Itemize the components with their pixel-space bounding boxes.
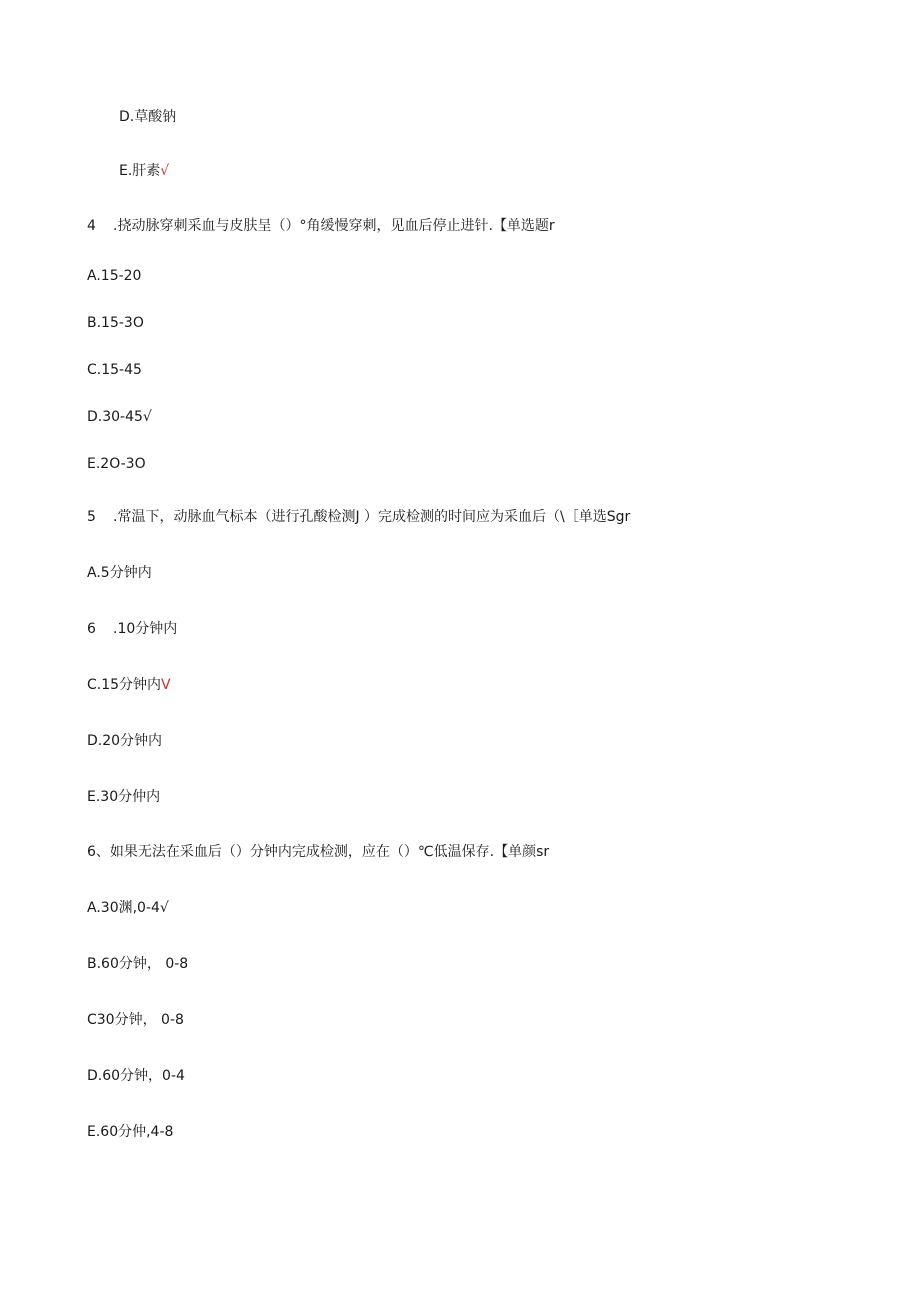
question-5	[87, 507, 630, 527]
correct-check-mark: V	[161, 677, 171, 693]
question-6	[87, 842, 549, 862]
option-text: D.60分钟，0-4	[87, 1068, 185, 1084]
q4-option-b	[87, 313, 144, 333]
option-text: E.肝素	[119, 163, 161, 179]
option-text: A.15-20	[87, 268, 142, 284]
option-text: B.15-3O	[87, 315, 144, 331]
option-text: A.5分钟内	[87, 565, 152, 581]
option-text: .10分钟内	[113, 621, 178, 637]
q6-option-c	[87, 1010, 184, 1030]
q6-option-b	[87, 954, 188, 974]
q5-option-c	[87, 675, 171, 695]
question-number: 4	[87, 218, 96, 234]
question-4	[87, 216, 555, 236]
option-text: C30分钟， 0-8	[87, 1012, 184, 1028]
q5-option-b	[87, 619, 177, 639]
q4-option-d	[87, 407, 152, 427]
option-text: D.30-45√	[87, 409, 152, 425]
q6-option-d	[87, 1066, 185, 1086]
question-text: .挠动脉穿刺采血与皮肤呈（）°角缓慢穿刺，见血后停止进针.【单选题r	[113, 218, 555, 234]
q5-option-d	[87, 731, 162, 751]
q4-option-a	[87, 266, 141, 286]
option-text: E.30分仲内	[87, 789, 161, 805]
option-text: D.草酸钠	[119, 109, 177, 125]
question-text: .常温下，动脉血气标本（进行孔酸检测J ）完成检测的时间应为采血后（\［单选Sgr	[113, 509, 631, 525]
q4-option-e	[87, 454, 146, 474]
option-text: B.60分钟， 0-8	[87, 956, 189, 972]
option-text: C.15分钟内	[87, 677, 162, 693]
option-text: E.60分仲,4-8	[87, 1124, 174, 1140]
q5-option-a	[87, 563, 152, 583]
option-text: C.15-45	[87, 362, 142, 378]
option-text: E.2O-3O	[87, 456, 146, 472]
q6-option-e	[87, 1122, 173, 1142]
q6-option-a	[87, 898, 169, 918]
q4-option-c	[87, 360, 142, 380]
q5-option-e	[87, 787, 160, 807]
option-text: A.30渊,0-4√	[87, 900, 169, 916]
question-text: 6、如果无法在采血后（）分钟内完成检测，应在（）℃低温保存.【单颜sr	[87, 844, 550, 860]
option-number: 6	[87, 621, 96, 637]
question-number: 5	[87, 509, 96, 525]
option-text: D.20分钟内	[87, 733, 163, 749]
option-e-heparin	[119, 161, 169, 181]
option-d-sodium-oxalate	[119, 107, 176, 127]
correct-check-mark: √	[160, 163, 170, 179]
